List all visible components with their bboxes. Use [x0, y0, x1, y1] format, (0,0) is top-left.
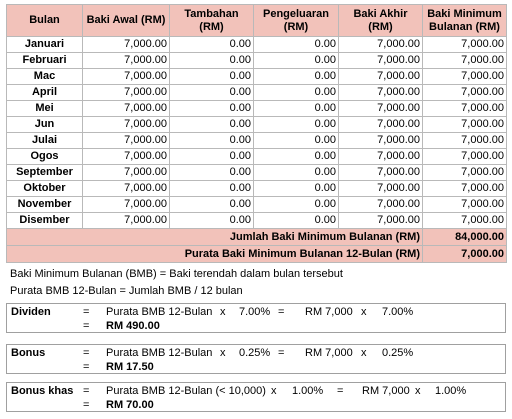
cell-baki-minimum: 7,000.00 [423, 133, 507, 149]
cell-baki-akhir: 7,000.00 [339, 37, 423, 53]
cell-tambahan: 0.00 [170, 53, 254, 69]
calc-term: RM 7,000 [362, 385, 410, 397]
table-row [7, 133, 507, 149]
header-baki-akhir: Baki Akhir (RM) [339, 5, 423, 37]
table-row [7, 181, 507, 197]
cell-baki-akhir: 7,000.00 [339, 213, 423, 229]
cell-tambahan: 0.00 [170, 165, 254, 181]
calc-term: RM 7,000 [305, 347, 353, 359]
calc-equals: = [83, 385, 90, 397]
cell-baki-minimum: 7,000.00 [423, 117, 507, 133]
cell-tambahan: 0.00 [170, 101, 254, 117]
cell-baki-minimum: 7,000.00 [423, 181, 507, 197]
calc-operator: x [271, 385, 277, 397]
table-row [7, 117, 507, 133]
cell-tambahan: 0.00 [170, 117, 254, 133]
cell-pengeluaran: 0.00 [254, 197, 339, 213]
cell-baki-awal: 7,000.00 [83, 37, 170, 53]
cell-month: Mei [7, 101, 83, 117]
total-label: Jumlah Baki Minimum Bulanan (RM) [7, 229, 423, 246]
cell-pengeluaran: 0.00 [254, 133, 339, 149]
table-row [7, 85, 507, 101]
calc-label: Bonus [11, 347, 46, 359]
cell-pengeluaran: 0.00 [254, 165, 339, 181]
cell-pengeluaran: 0.00 [254, 85, 339, 101]
cell-baki-awal: 7,000.00 [83, 101, 170, 117]
cell-pengeluaran: 0.00 [254, 101, 339, 117]
calc-box-bonus-khas [6, 382, 506, 412]
cell-pengeluaran: 0.00 [254, 117, 339, 133]
cell-tambahan: 0.00 [170, 213, 254, 229]
header-row [7, 5, 507, 37]
table-row [7, 37, 507, 53]
calc-result: RM 17.50 [106, 361, 154, 373]
total-value: 84,000.00 [423, 229, 507, 246]
calc-box-bonus [6, 344, 506, 374]
cell-baki-akhir: 7,000.00 [339, 117, 423, 133]
calc-label: Bonus khas [11, 385, 74, 397]
table-header [7, 5, 507, 37]
calc-term: RM 7,000 [305, 306, 353, 318]
cell-month: April [7, 85, 83, 101]
table-footer [7, 229, 507, 263]
calc-equals: = [83, 399, 90, 411]
cell-baki-minimum: 7,000.00 [423, 101, 507, 117]
average-value: 7,000.00 [423, 246, 507, 263]
calc-equals: = [83, 347, 90, 359]
cell-month: Februari [7, 53, 83, 69]
calc-equals: = [83, 361, 90, 373]
calc-operator: x [415, 385, 421, 397]
table-row [7, 213, 507, 229]
header-pengeluaran: Pengeluaran (RM) [254, 5, 339, 37]
cell-month: Disember [7, 213, 83, 229]
cell-baki-awal: 7,000.00 [83, 133, 170, 149]
cell-baki-akhir: 7,000.00 [339, 133, 423, 149]
cell-baki-awal: 7,000.00 [83, 213, 170, 229]
cell-pengeluaran: 0.00 [254, 37, 339, 53]
cell-baki-minimum: 7,000.00 [423, 69, 507, 85]
cell-baki-awal: 7,000.00 [83, 181, 170, 197]
cell-tambahan: 0.00 [170, 181, 254, 197]
cell-tambahan: 0.00 [170, 149, 254, 165]
table-row [7, 165, 507, 181]
cell-month: Mac [7, 69, 83, 85]
cell-baki-awal: 7,000.00 [83, 53, 170, 69]
calc-equals: = [83, 320, 90, 332]
calc-operator: x [220, 306, 226, 318]
cell-tambahan: 0.00 [170, 69, 254, 85]
cell-baki-awal: 7,000.00 [83, 197, 170, 213]
cell-baki-minimum: 7,000.00 [423, 213, 507, 229]
note-average-definition: Purata BMB 12-Bulan = Jumlah BMB / 12 bulan [10, 285, 243, 297]
table-body [7, 37, 507, 229]
calc-box-dividen [6, 303, 506, 333]
cell-baki-akhir: 7,000.00 [339, 149, 423, 165]
calc-equals: = [83, 306, 90, 318]
calc-rate: 7.00% [239, 306, 271, 318]
cell-month: Jun [7, 117, 83, 133]
cell-pengeluaran: 0.00 [254, 69, 339, 85]
cell-baki-minimum: 7,000.00 [423, 53, 507, 69]
calc-term: Purata BMB 12-Bulan [106, 347, 213, 359]
total-row [7, 229, 507, 246]
table-row [7, 69, 507, 85]
cell-baki-akhir: 7,000.00 [339, 101, 423, 117]
cell-baki-akhir: 7,000.00 [339, 181, 423, 197]
cell-baki-awal: 7,000.00 [83, 85, 170, 101]
calc-term: Purata BMB 12-Bulan (< 10,000) [106, 385, 266, 397]
calc-rate: 7.00% [382, 306, 414, 318]
cell-pengeluaran: 0.00 [254, 213, 339, 229]
cell-baki-minimum: 7,000.00 [423, 149, 507, 165]
average-label: Purata Baki Minimum Bulanan 12-Bulan (RM) [7, 246, 423, 263]
note-bmb-definition: Baki Minimum Bulanan (BMB) = Baki terendah dalam bulan tersebut [10, 268, 343, 280]
calc-term: Purata BMB 12-Bulan [106, 306, 213, 318]
cell-baki-minimum: 7,000.00 [423, 197, 507, 213]
cell-month: Ogos [7, 149, 83, 165]
calc-label: Dividen [11, 306, 51, 318]
calc-equals: = [278, 306, 285, 318]
cell-pengeluaran: 0.00 [254, 149, 339, 165]
cell-baki-akhir: 7,000.00 [339, 53, 423, 69]
cell-tambahan: 0.00 [170, 133, 254, 149]
cell-month: November [7, 197, 83, 213]
cell-baki-minimum: 7,000.00 [423, 85, 507, 101]
calc-operator: x [361, 306, 367, 318]
header-baki-awal: Baki Awal (RM) [83, 5, 170, 37]
table-row [7, 197, 507, 213]
cell-baki-awal: 7,000.00 [83, 165, 170, 181]
calc-rate: 0.25% [239, 347, 271, 359]
cell-baki-minimum: 7,000.00 [423, 37, 507, 53]
cell-baki-akhir: 7,000.00 [339, 69, 423, 85]
cell-month: September [7, 165, 83, 181]
table-row [7, 53, 507, 69]
header-tambahan: Tambahan (RM) [170, 5, 254, 37]
cell-baki-akhir: 7,000.00 [339, 197, 423, 213]
calc-rate: 0.25% [382, 347, 414, 359]
cell-tambahan: 0.00 [170, 85, 254, 101]
cell-tambahan: 0.00 [170, 197, 254, 213]
cell-pengeluaran: 0.00 [254, 53, 339, 69]
cell-month: Julai [7, 133, 83, 149]
calc-operator: x [220, 347, 226, 359]
average-row [7, 246, 507, 263]
cell-month: Januari [7, 37, 83, 53]
cell-baki-awal: 7,000.00 [83, 117, 170, 133]
table-row [7, 101, 507, 117]
balance-table [6, 4, 507, 263]
calc-operator: x [361, 347, 367, 359]
cell-baki-awal: 7,000.00 [83, 149, 170, 165]
calc-rate: 1.00% [435, 385, 467, 397]
calc-rate: 1.00% [292, 385, 324, 397]
cell-baki-akhir: 7,000.00 [339, 85, 423, 101]
table-row [7, 149, 507, 165]
calc-equals: = [337, 385, 344, 397]
cell-baki-awal: 7,000.00 [83, 69, 170, 85]
cell-tambahan: 0.00 [170, 37, 254, 53]
header-bulan: Bulan [7, 5, 83, 37]
calc-result: RM 70.00 [106, 399, 154, 411]
cell-pengeluaran: 0.00 [254, 181, 339, 197]
cell-baki-minimum: 7,000.00 [423, 165, 507, 181]
cell-month: Oktober [7, 181, 83, 197]
header-baki-minimum: Baki Minimum Bulanan (RM) [423, 5, 507, 37]
cell-baki-akhir: 7,000.00 [339, 165, 423, 181]
calc-result: RM 490.00 [106, 320, 160, 332]
calc-equals: = [278, 347, 285, 359]
